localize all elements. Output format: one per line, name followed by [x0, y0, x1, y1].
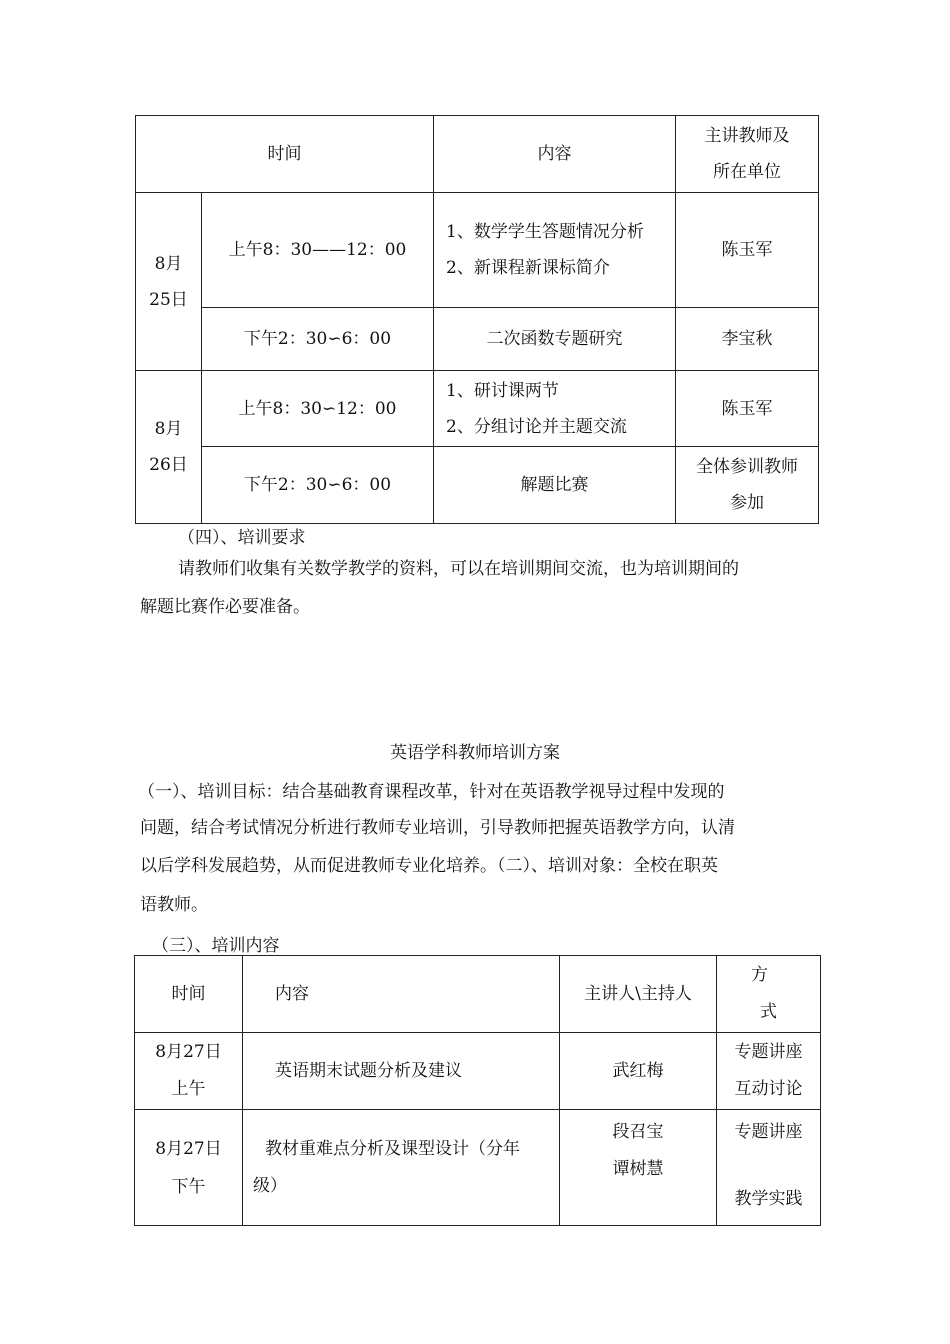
- body-text: 请教师们收集有关数学教学的资料，可以在培训期间交流，也为培训期间的: [178, 559, 739, 579]
- page-title: 英语学科教师培训方案: [390, 743, 560, 763]
- header-content: 内容: [243, 956, 560, 1033]
- content-cell: 1、研讨课两节 2、分组讨论并主题交流: [434, 371, 676, 447]
- date-cell-day2: 8月 26日: [136, 371, 202, 524]
- content-cell: 英语期末试题分析及建议: [243, 1033, 560, 1110]
- header-host: 主讲人\主持人: [560, 956, 717, 1033]
- host-cell: 武红梅: [560, 1033, 717, 1110]
- table-row: [136, 193, 819, 308]
- table-row: [135, 1110, 821, 1226]
- body-text: 问题，结合考试情况分析进行教师专业培训，引导教师把握英语教学方向，认清: [140, 818, 735, 838]
- header-time: 时间: [135, 956, 243, 1033]
- method-cell: 专题讲座 互动讨论: [717, 1033, 821, 1110]
- content-cell: 1、数学学生答题情况分析 2、新课程新课标简介: [434, 193, 676, 308]
- header-time: 时间: [136, 116, 434, 193]
- time-cell: 8月27日 上午: [135, 1033, 243, 1110]
- table-row: [136, 447, 819, 524]
- teacher-cell: 全体参训教师 参加: [676, 447, 819, 524]
- content-cell: 解题比赛: [434, 447, 676, 524]
- table-header-row: [136, 116, 819, 193]
- body-text: 以后学科发展趋势，从而促进教师专业化培养。（二）、培训对象：全校在职英: [140, 856, 718, 876]
- time-cell: 上午8：30——12：00: [202, 193, 434, 308]
- content-cell: 二次函数专题研究: [434, 308, 676, 371]
- method-cell: 专题讲座 教学实践: [717, 1110, 821, 1226]
- header-content: 内容: [434, 116, 676, 193]
- table-row: [136, 371, 819, 447]
- time-cell: 8月27日 下午: [135, 1110, 243, 1226]
- host-cell: 段召宝 谭树慧: [560, 1110, 717, 1226]
- teacher-cell: 陈玉军: [676, 193, 819, 308]
- math-schedule-table: [135, 115, 819, 524]
- body-text: 解题比赛作必要准备。: [140, 597, 310, 617]
- teacher-cell: 李宝秋: [676, 308, 819, 371]
- teacher-cell: 陈玉军: [676, 371, 819, 447]
- section-heading: （四）、培训要求: [178, 528, 306, 548]
- time-cell: 上午8：30∽12：00: [202, 371, 434, 447]
- time-cell: 下午2：30∽6：00: [202, 308, 434, 371]
- date-cell-day1: 8月 25日: [136, 193, 202, 371]
- english-schedule-table: [134, 955, 821, 1226]
- header-method: 方 式: [717, 956, 821, 1033]
- content-cell: 教材重难点分析及课型设计（分年 级）: [243, 1110, 560, 1226]
- body-text: （一）、培训目标：结合基础教育课程改革，针对在英语教学视导过程中发现的: [138, 782, 725, 802]
- section-heading: （三）、培训内容: [152, 936, 280, 956]
- table-header-row: [135, 956, 821, 1033]
- table-row: [135, 1033, 821, 1110]
- table-row: [136, 308, 819, 371]
- body-text: 语教师。: [140, 895, 208, 915]
- header-teacher: 主讲教师及 所在单位: [676, 116, 819, 193]
- time-cell: 下午2：30∽6：00: [202, 447, 434, 524]
